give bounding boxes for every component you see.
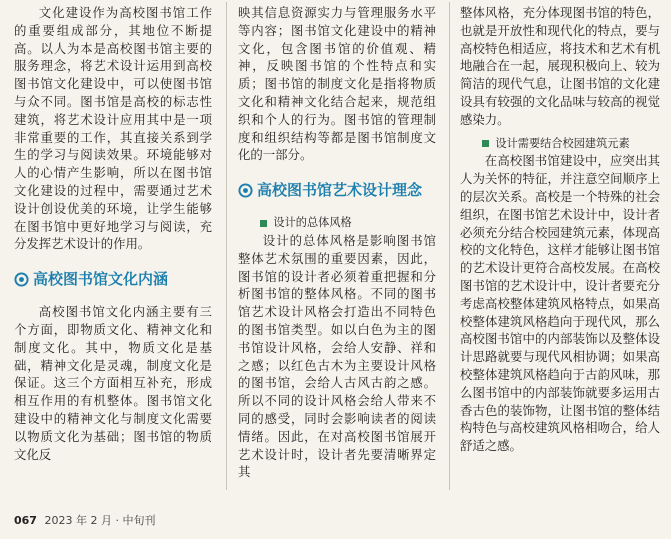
subsection-heading — [482, 135, 660, 153]
paragraph: 设计的总体风格是影响图书馆整体艺术氛围的重要因素，因此，图书馆的设计者必须着重把握和分析图书馆的整体风格。不同的图书馆艺术设计风格会打造出不同特色的图书馆类型。如以白色为主的图书馆设计风格，会给人安静、祥和之感；以红色古木为主要设计风格的图书馆，会给人古风古韵之感。所以不同的设计风格会给人带来不同的感受，同时会影响读者的阅读情绪。因此，在对高校图书馆展开艺术设计时，设计者先要清晰界定其 — [238, 232, 436, 480]
column-divider — [226, 2, 227, 490]
section-heading — [14, 269, 212, 289]
paragraph: 文化建设作为高校图书馆工作的重要组成部分，其地位不断提高。以人为本是高校图书馆主要的服务理念，将艺术设计运用到高校图书馆文化建设中，可以使图书馆与众不同。图书馆是高校的标志性建筑，将艺术设计应用其中是一项非常重要的工作，其直接关系到学生的学习与阅读效果。环境能够对人的心情产生影响，所以在图书馆文化建设的过程中，需要通过艺术设计创设优美的环境，让学生能够在图书馆中更好地学习与阅读，充分发挥艺术设计的作用。 — [14, 5, 212, 252]
paragraph: 高校图书馆文化内涵主要有三个方面，即物质文化、精神文化和制度文化。其中，物质文化是基础，精神文化是灵魂，制度文化是保证。这三个方面相互补充，形成相互作用的有机整体。图书馆文化建设中的精神文化与制度文化需要以物质文化为基础；图书馆的物质文化反 — [14, 304, 212, 462]
square-bullet-icon — [482, 140, 489, 147]
section-heading-text: 高校图书馆艺术设计理念 — [257, 181, 423, 200]
page-number: 067 — [14, 514, 37, 527]
paragraph: 映其信息资源实力与管理服务水平等内容；图书馆文化建设中的精神文化，包含图书馆的价值观、精神，反映图书馆的个性特点和实质；图书馆的制度文化是指将物质文化和精神文化结合起来，规范组织和个人的行为。图书馆的管理制度和组织结构等都是图书馆制度文化的一部分。 — [238, 5, 436, 163]
section-heading — [238, 180, 436, 200]
subsection-heading-text: 设计的总体风格 — [273, 216, 352, 230]
paragraph: 整体风格，充分体现图书馆的特色，也就是开放性和现代化的特点，要与高校特色相适应，将技术和艺术有机地融合在一起，展现积极向上、较为简洁的现代气息，让图书馆的文化建设具有较强的文化品味与较高的视觉感染力。 — [460, 5, 660, 127]
paragraph: 在高校图书馆建设中，应突出其人为关怀的特征，并注意空间顺序上的层次关系。高校是一个特殊的社会组织，在图书馆艺术设计中，设计者必须充分结合校园建筑元素，体现高校的文化特色，这样才能够让图书馆的艺术设计更符合高校发展。在高校图书馆的艺术设计中，设计者要充分考虑高校整体建筑风格特点，如果高校整体建筑风格趋向于现代风，那么高校图书馆中的内部装饰以及整体设计思路就要与现代风相协调；如果高校整体建筑风格趋向于古韵风味，那么图书馆中的内部装饰就要多运用古香古色的装饰物，让图书馆的整体结构特色与高校建筑风格相吻合，给人舒适之感。 — [460, 153, 660, 454]
target-icon — [238, 183, 253, 198]
target-icon — [14, 272, 29, 287]
subsection-heading — [260, 214, 436, 232]
journal-issue: 2023 年 2 月 · 中旬刊 — [44, 514, 156, 527]
text-column-1 — [14, 4, 212, 463]
column-divider — [449, 2, 450, 490]
text-column-3 — [460, 4, 660, 455]
square-bullet-icon — [260, 220, 267, 227]
text-column-2 — [238, 4, 436, 481]
subsection-heading-text: 设计需要结合校园建筑元素 — [495, 136, 630, 150]
page-footer — [14, 512, 155, 528]
section-heading-text: 高校图书馆文化内涵 — [33, 270, 169, 289]
